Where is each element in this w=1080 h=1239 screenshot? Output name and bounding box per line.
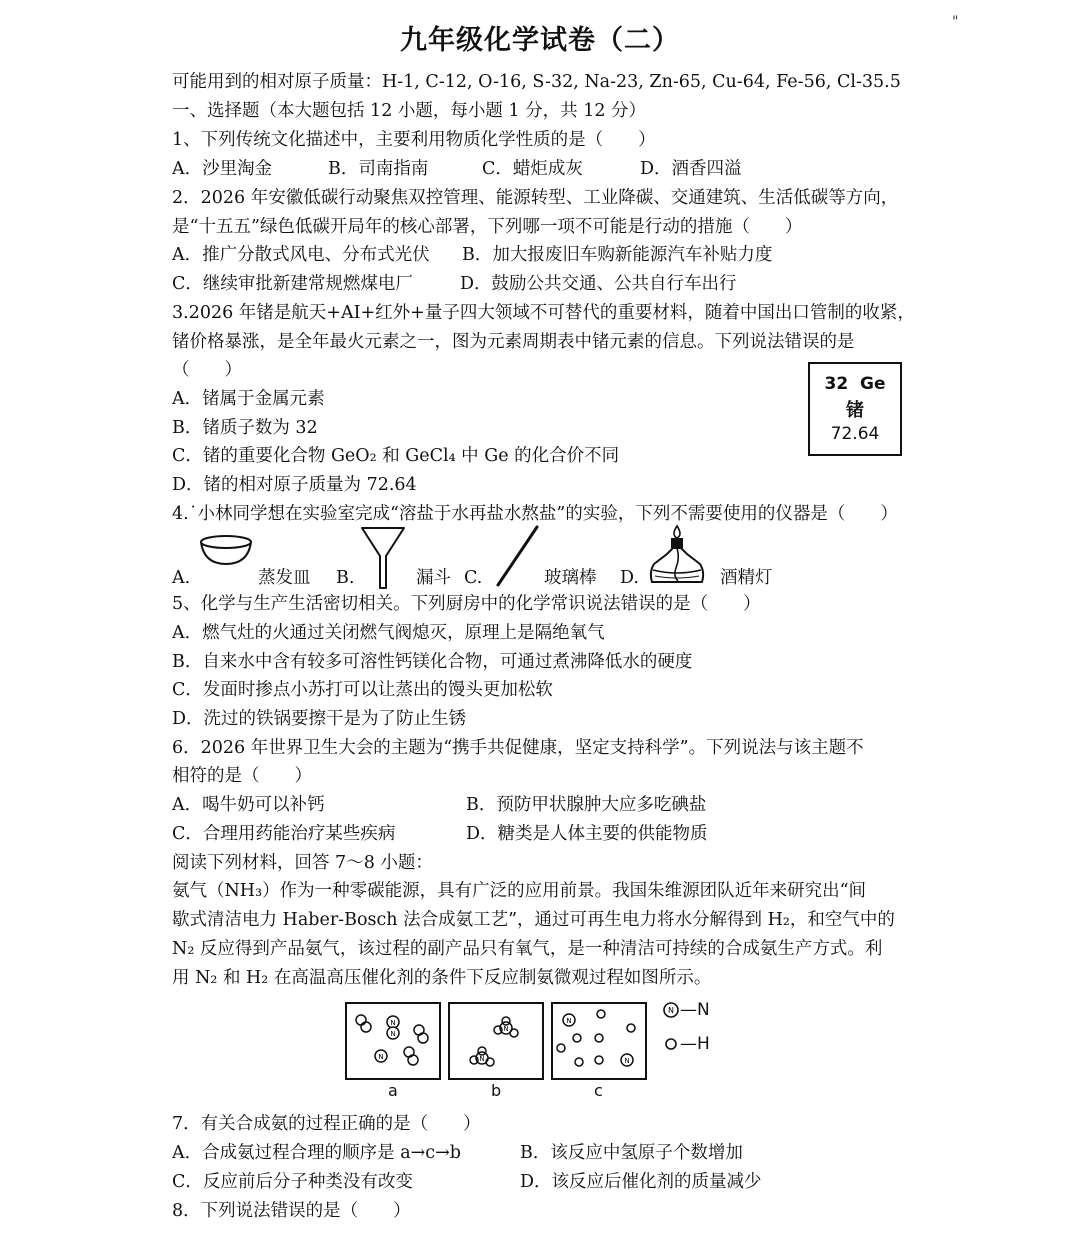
reading-intro: 阅读下列材料，回答 7～8 小题： <box>172 853 433 873</box>
reading-p4: 用 N₂ 和 H₂ 在高温高压催化剂的条件下反应制氨微观过程如图所示。 <box>172 968 712 988</box>
q4-option-c-letter: C. <box>464 568 483 588</box>
atomic-masses: 可能用到的相对原子质量：H-1, C-12, O-16, S-32, Na-23, Zn-65, Cu-64, Fe-56, Cl-35.5 <box>172 72 901 92</box>
q6-line1: 6．2026 年世界卫生大会的主题为“携手共促健康，坚定支持科学”。下列说法与该主题不 <box>172 738 864 758</box>
q6-line2: 相符的是（ ） <box>172 766 312 786</box>
molecules-b <box>450 1004 542 1078</box>
q1-option-a: A．沙里淘金 <box>172 159 273 179</box>
q1-stem: 1、下列传统文化描述中，主要利用物质化学性质的是（ ） <box>172 130 656 150</box>
diagram-box-c <box>551 1002 647 1080</box>
diagram-label-c: c <box>594 1081 603 1100</box>
diagram-box-b <box>448 1002 544 1080</box>
q2-option-a: A．推广分散式风电、分布式光伏 <box>172 245 430 265</box>
element-number: 32 <box>824 374 849 394</box>
legend-hydrogen <box>662 1034 710 1054</box>
svg-text:N: N <box>390 1030 396 1038</box>
q2-line2: 是“十五五”绿色低碳开局年的核心部署，下列哪一项不可能是行动的措施（ ） <box>172 217 803 237</box>
reading-p3: N₂ 反应得到产品氨气，该过程的副产品只有氧气，是一种清洁可持续的合成氨生产方式。利 <box>172 939 883 959</box>
alcohol-lamp-icon <box>646 524 708 588</box>
q4-stem: 4.˙小林同学想在实验室完成“溶盐于水再盐水熬盐”的实验，下列不需要使用的仪器是（ ） <box>172 504 898 524</box>
reading-p1: 氨气（NH₃）作为一种零碳能源，具有广泛的应用前景。我国朱维源团队近年来研究出“间 <box>172 881 867 901</box>
q3-option-d: D．锗的相对原子质量为 72.64 <box>172 475 417 495</box>
q2-option-d: D．鼓励公共交通、公共自行车出行 <box>460 274 737 294</box>
section-title: 一、选择题（本大题包括 12 小题，每小题 1 分，共 12 分） <box>172 101 647 121</box>
q7-option-d: D．该反应后催化剂的质量减少 <box>520 1172 762 1192</box>
nitrogen-atom-symbol: N <box>668 1006 674 1015</box>
q4-option-a-label: 蒸发皿 <box>258 568 311 588</box>
q1-option-c: C．蜡炬成灰 <box>482 159 583 179</box>
germanium-element-card <box>808 362 902 456</box>
q4-option-a-letter: A. <box>172 568 191 588</box>
exam-title: 九年级化学试卷（二） <box>400 25 680 56</box>
q7-option-a: A．合成氨过程合理的顺序是 a→c→b <box>172 1143 461 1163</box>
q7-stem: 7．有关合成氨的过程正确的是（ ） <box>172 1114 481 1134</box>
q6-option-a: A．喝牛奶可以补钙 <box>172 795 325 815</box>
svg-text:N: N <box>624 1057 630 1065</box>
q5-option-a: A．燃气灶的火通过关闭燃气阀熄灭，原理上是隔绝氧气 <box>172 623 605 643</box>
legend-nitrogen <box>662 1000 710 1020</box>
q2-option-c: C．继续审批新建常规燃煤电厂 <box>172 274 413 294</box>
diagram-box-a <box>345 1002 441 1080</box>
hydrogen-atom-icon <box>662 1035 680 1053</box>
q5-option-d: D．洗过的铁锅要擦干是为了防止生锈 <box>172 709 467 729</box>
q3-line2: 锗价格暴涨，是全年最火元素之一，图为元素周期表中锗元素的信息。下列说法错误的是 <box>172 332 855 352</box>
q7-option-c: C．反应前后分子种类没有改变 <box>172 1172 413 1192</box>
q8-stem: 8．下列说法错误的是（ ） <box>172 1201 411 1221</box>
element-symbol: Ge <box>860 374 886 394</box>
q6-option-c: C．合理用药能治疗某些疾病 <box>172 824 396 844</box>
q5-stem: 5、化学与生产生活密切相关。下列厨房中的化学常识说法错误的是（ ） <box>172 594 761 614</box>
q6-option-b: B．预防甲状腺肿大应多吃碘盐 <box>466 795 707 815</box>
legend-hydrogen-label: —H <box>680 1034 710 1054</box>
svg-text:N: N <box>479 1055 485 1063</box>
funnel-icon <box>360 526 406 590</box>
q4-option-b-label: 漏斗 <box>416 568 451 588</box>
svg-text:N: N <box>566 1017 572 1025</box>
q4-option-b-letter: B. <box>336 568 355 588</box>
q4-option-d-label: 酒精灯 <box>720 568 773 588</box>
element-name: 锗 <box>846 400 864 421</box>
diagram-label-a: a <box>388 1081 398 1100</box>
q4-option-d-letter: D. <box>620 568 639 588</box>
element-mass: 72.64 <box>830 424 880 444</box>
nitrogen-atom-icon <box>662 1001 680 1019</box>
q2-line1: 2．2026 年安徽低碳行动聚焦双控管理、能源转型、工业降碳、交通建筑、生活低碳等方向， <box>172 188 899 208</box>
q3-option-c: C．锗的重要化合物 GeO₂ 和 GeCl₄ 中 Ge 的化合价不同 <box>172 446 620 466</box>
corner-mark: " <box>952 14 959 30</box>
svg-text:N: N <box>503 1025 509 1033</box>
svg-text:N: N <box>390 1019 396 1027</box>
evaporating-dish-icon <box>198 534 254 566</box>
svg-text:N: N <box>378 1053 384 1061</box>
legend-nitrogen-label: —N <box>680 1000 710 1020</box>
q7-option-b: B．该反应中氢原子个数增加 <box>520 1143 743 1163</box>
molecules-c <box>553 1004 645 1078</box>
q3-line1: 3.2026 年锗是航天+AI+红外+量子四大领域不可替代的重要材料，随着中国出口管制的收紧， <box>172 303 915 323</box>
q3-line3: （ ） <box>172 360 242 380</box>
molecules-a <box>347 1004 439 1078</box>
q1-option-b: B．司南指南 <box>328 159 429 179</box>
reading-p2: 歇式清洁电力 Haber-Bosch 法合成氨工艺”，通过可再生电力将水分解得到 H₂，和空气中的 <box>172 910 895 930</box>
glass-rod-icon <box>494 524 540 588</box>
diagram-label-b: b <box>491 1081 502 1100</box>
q5-option-b: B．自来水中含有较多可溶性钙镁化合物，可通过煮沸降低水的硬度 <box>172 652 693 672</box>
q5-option-c: C．发面时掺点小苏打可以让蒸出的馒头更加松软 <box>172 680 553 700</box>
q3-option-a: A．锗属于金属元素 <box>172 389 325 409</box>
q1-option-d: D．酒香四溢 <box>640 159 742 179</box>
q4-option-c-label: 玻璃棒 <box>544 568 597 588</box>
q6-option-d: D．糖类是人体主要的供能物质 <box>466 824 708 844</box>
q2-option-b: B．加大报废旧车购新能源汽车补贴力度 <box>462 245 773 265</box>
q3-option-b: B．锗质子数为 32 <box>172 418 318 438</box>
